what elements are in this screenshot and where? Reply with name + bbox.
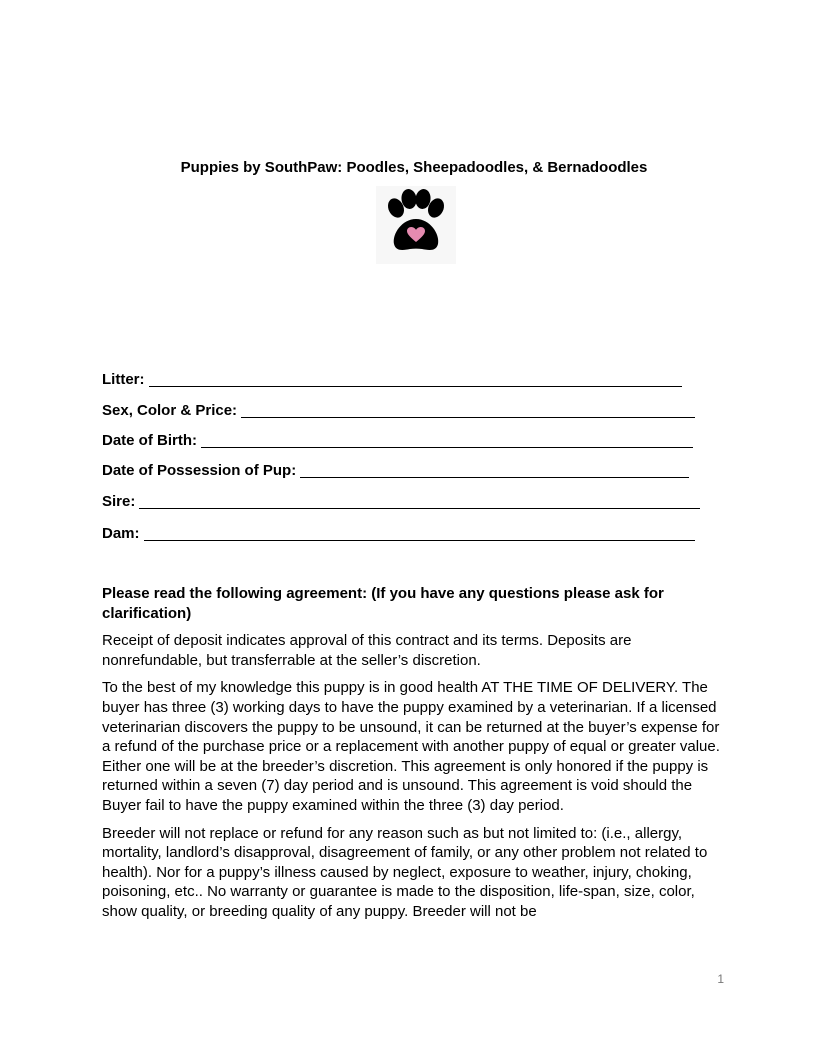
field-sex-color-price bbox=[102, 401, 695, 421]
field-date-of-birth bbox=[102, 431, 693, 451]
field-label: Litter: bbox=[102, 371, 145, 388]
agreement-paragraph: To the best of my knowledge this puppy is in good health AT THE TIME OF DELIVERY. The buyer has three (3) working days to have the puppy examined by a veterinarian. If a licensed veterinarian discovers the puppy to be unsound, it can be returned at the buyer’s expense for a refund of the purchase price or a replacement with another puppy of equal or greater value. Either one will be at the breeder’s discretion. This agreement is only honored if the puppy is returned within a seven (7) day period and is unsound. This agreement is void should the Buyer fail to have the puppy examined within the three (3) day period. bbox=[102, 679, 720, 814]
agreement-paragraph: Receipt of deposit indicates approval of this contract and its terms. Deposits are nonrefundable, but transferrable at the seller’s discretion. bbox=[102, 632, 632, 669]
fill-in-line bbox=[149, 370, 682, 387]
field-label: Dam: bbox=[102, 525, 140, 542]
field-litter bbox=[102, 370, 682, 390]
fill-in-line bbox=[201, 431, 693, 448]
fill-in-line bbox=[241, 401, 695, 418]
page-number: 1 bbox=[717, 972, 724, 986]
fill-in-line bbox=[139, 492, 700, 509]
fill-in-line bbox=[144, 524, 695, 541]
field-dam bbox=[102, 524, 695, 544]
field-sire bbox=[102, 492, 700, 512]
field-date-of-possession bbox=[102, 461, 689, 481]
fill-in-line bbox=[300, 461, 689, 478]
field-label: Date of Birth: bbox=[102, 432, 197, 449]
field-label: Date of Possession of Pup: bbox=[102, 462, 297, 479]
agreement-paragraph: Breeder will not replace or refund for any reason such as but not limited to: (i.e., allergy, mortality, landlord’s disapproval, disagreement of family, or any other problem not related to health). Nor for a puppy’s illness caused by neglect, exposure to weather, injury, choking, poisoning, etc.. No warranty or guarantee is made to the disposition, life-span, size, color, show quality, or breeding quality of any puppy. Breeder will not be bbox=[102, 824, 708, 920]
field-label: Sex, Color & Price: bbox=[102, 402, 238, 419]
page-title: Puppies by SouthPaw: Poodles, Sheepadoodles, & Bernadoodles bbox=[180, 159, 648, 176]
agreement-heading: Please read the following agreement: (If you have any questions please ask for clarification) bbox=[102, 585, 664, 622]
paw-heart-icon bbox=[376, 186, 456, 264]
field-label: Sire: bbox=[102, 493, 136, 510]
logo bbox=[376, 186, 456, 264]
agreement-section bbox=[102, 584, 728, 930]
